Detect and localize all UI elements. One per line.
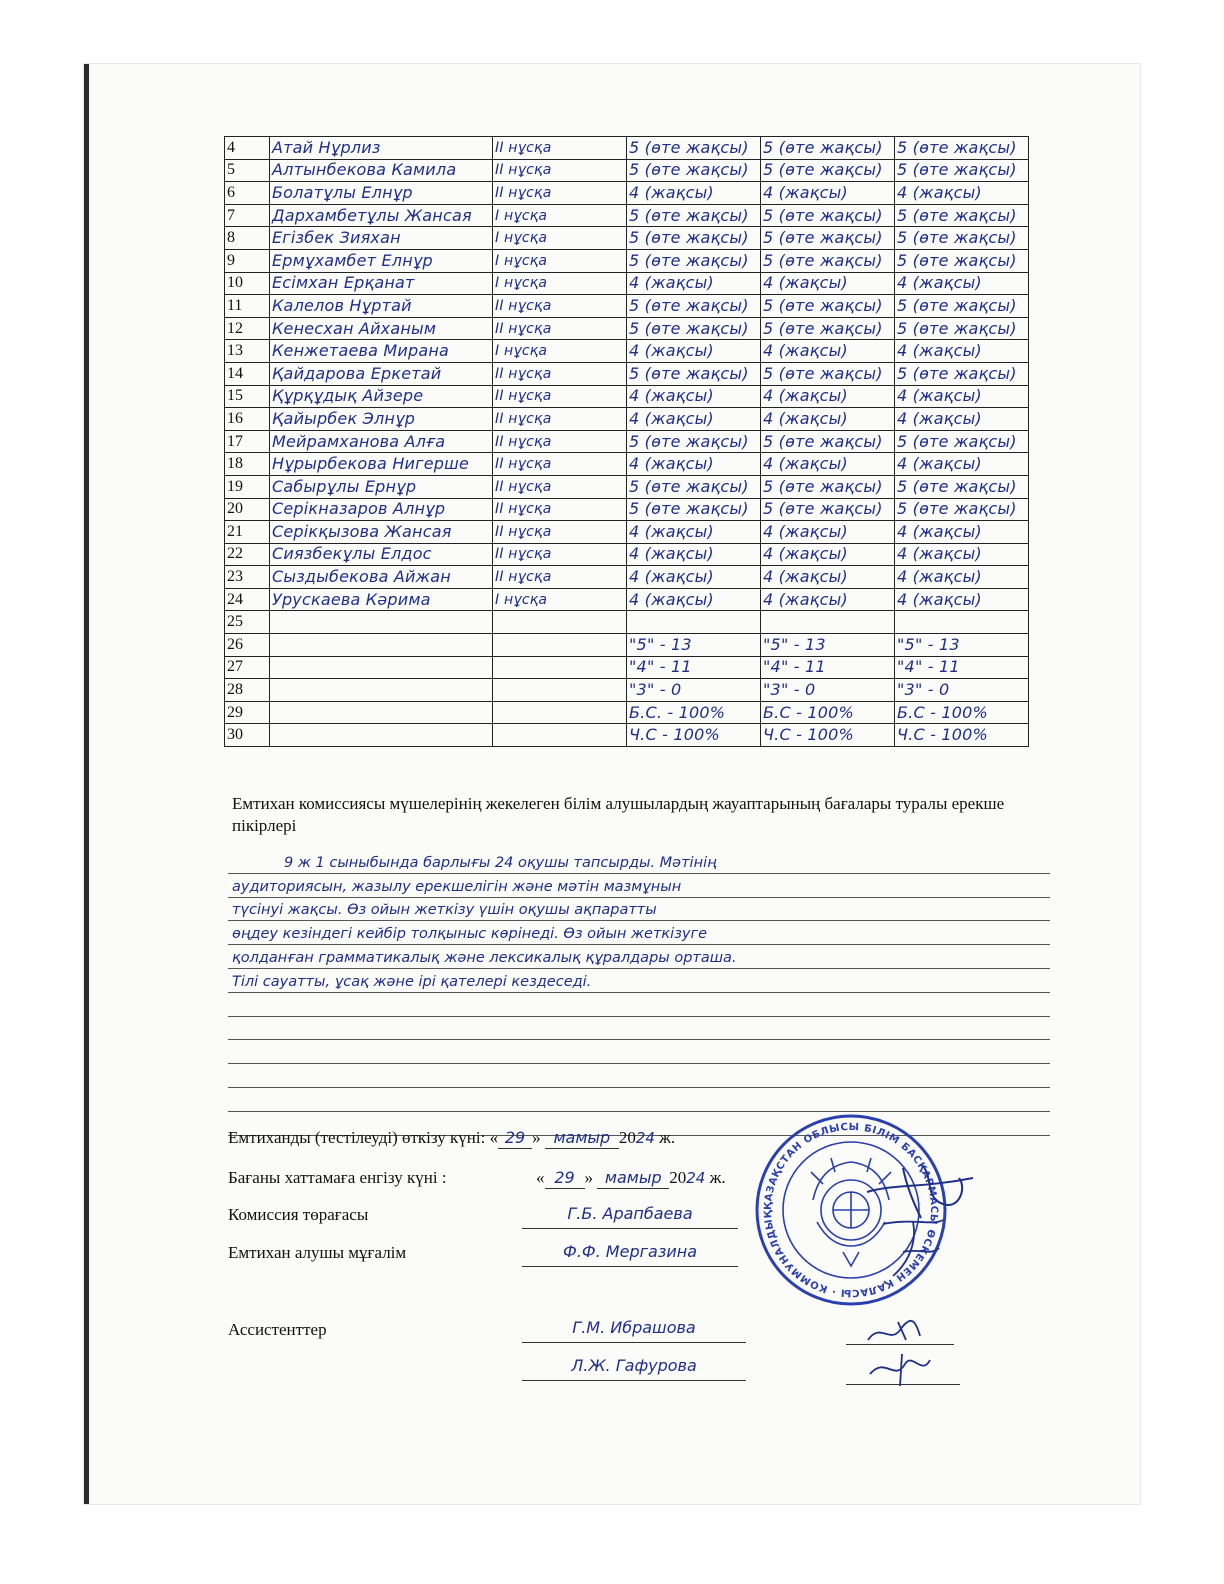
- grade-col-3: 5 (өте жақсы): [895, 137, 1029, 160]
- grade-col-1: 5 (өте жақсы): [627, 475, 761, 498]
- exam-date-year: 24: [635, 1129, 655, 1147]
- row-number: 14: [225, 362, 270, 385]
- grade-col-1: 5 (өте жақсы): [627, 498, 761, 521]
- student-name: Кенесхан Айханым: [270, 317, 493, 340]
- grade-col-2: 5 (өте жақсы): [761, 498, 895, 521]
- variant: II нұсқа: [493, 182, 627, 205]
- row-number: 29: [225, 701, 270, 724]
- grade-col-2: 4 (жақсы): [761, 272, 895, 295]
- table-row: [225, 656, 1029, 679]
- student-name: Егізбек Зияхан: [270, 227, 493, 250]
- grades-table: [224, 136, 1029, 747]
- grade-col-2: 4 (жақсы): [761, 521, 895, 544]
- student-name: [270, 656, 493, 679]
- teacher-signature-name: Ф.Ф. Мергазина: [563, 1242, 697, 1261]
- entry-date-year-prefix: 20: [669, 1168, 687, 1187]
- grade-col-1: 5 (өте жақсы): [627, 317, 761, 340]
- variant: II нұсқа: [493, 543, 627, 566]
- chair-signature-line: [522, 1204, 738, 1229]
- grade-col-3: 4 (жақсы): [895, 182, 1029, 205]
- row-number: 10: [225, 272, 270, 295]
- grade-col-3: 5 (өте жақсы): [895, 317, 1029, 340]
- grade-col-3: [895, 611, 1029, 634]
- row-number: 30: [225, 724, 270, 747]
- teacher-signature-icon: [873, 1212, 953, 1282]
- opinions-heading: Емтихан комиссиясы мүшелерінің жекелеген білім алушылардың жауаптарының бағалары туралы ерекше пікірлері: [232, 794, 1005, 835]
- grade-col-1: "5" - 13: [627, 634, 761, 657]
- grade-col-2: Ч.С - 100%: [761, 724, 895, 747]
- row-number: 13: [225, 340, 270, 363]
- exam-date-month: мамыр: [553, 1128, 611, 1147]
- grade-col-1: Ч.С - 100%: [627, 724, 761, 747]
- opinion-line: [228, 898, 1050, 922]
- grade-col-3: 5 (өте жақсы): [895, 159, 1029, 182]
- grades-table-body: [225, 137, 1029, 747]
- grade-col-3: 4 (жақсы): [895, 408, 1029, 431]
- student-name: [270, 724, 493, 747]
- variant: II нұсқа: [493, 408, 627, 431]
- grade-col-1: 5 (өте жақсы): [627, 430, 761, 453]
- assistant-1-signature-line: [522, 1318, 746, 1343]
- table-row: [225, 701, 1029, 724]
- grade-col-3: 4 (жақсы): [895, 521, 1029, 544]
- entry-date-year: 24: [686, 1169, 706, 1187]
- table-row: [225, 566, 1029, 589]
- opinion-line: [228, 1088, 1050, 1112]
- grade-col-1: 4 (жақсы): [627, 408, 761, 431]
- variant: II нұсқа: [493, 430, 627, 453]
- grade-col-3: 5 (өте жақсы): [895, 362, 1029, 385]
- variant: II нұсқа: [493, 317, 627, 340]
- row-number: 20: [225, 498, 270, 521]
- grade-col-1: 5 (өте жақсы): [627, 227, 761, 250]
- grade-col-3: 5 (өте жақсы): [895, 475, 1029, 498]
- grade-col-2: 4 (жақсы): [761, 385, 895, 408]
- grade-col-2: 4 (жақсы): [761, 340, 895, 363]
- grade-col-2: 5 (өте жақсы): [761, 137, 895, 160]
- assistant-2-name: Л.Ж. Гафурова: [571, 1356, 697, 1375]
- entry-date-row: [228, 1168, 447, 1188]
- teacher-signature-line: [522, 1242, 738, 1267]
- grade-col-3: 4 (жақсы): [895, 385, 1029, 408]
- grade-col-2: 4 (жақсы): [761, 408, 895, 431]
- student-name: Калелов Нұртай: [270, 295, 493, 318]
- grade-col-3: Ч.С - 100%: [895, 724, 1029, 747]
- student-name: Атай Нұрлиз: [270, 137, 493, 160]
- grade-col-1: 4 (жақсы): [627, 588, 761, 611]
- table-row: [225, 227, 1029, 250]
- student-name: Қайдарова Еркетай: [270, 362, 493, 385]
- variant: II нұсқа: [493, 362, 627, 385]
- opinion-lines: [228, 850, 1050, 1136]
- student-name: Алтынбекова Камила: [270, 159, 493, 182]
- row-number: 18: [225, 453, 270, 476]
- grade-col-1: "3" - 0: [627, 679, 761, 702]
- assistant-2-signature-line: [522, 1356, 746, 1381]
- student-name: Қайырбек Элнұр: [270, 408, 493, 431]
- variant: [493, 724, 627, 747]
- row-number: 21: [225, 521, 270, 544]
- exam-date-close-quote: »: [532, 1128, 541, 1147]
- entry-date-open-quote: «: [536, 1168, 545, 1187]
- row-number: 4: [225, 137, 270, 160]
- grade-col-2: 4 (жақсы): [761, 182, 895, 205]
- row-number: 27: [225, 656, 270, 679]
- student-name: [270, 679, 493, 702]
- table-row: [225, 430, 1029, 453]
- student-name: Сиязбекұлы Елдос: [270, 543, 493, 566]
- row-number: 9: [225, 249, 270, 272]
- variant: I нұсқа: [493, 227, 627, 250]
- table-row: [225, 204, 1029, 227]
- grade-col-1: 5 (өте жақсы): [627, 295, 761, 318]
- entry-date-label: Бағаны хаттамаға енгізу күні :: [228, 1168, 447, 1187]
- row-number: 17: [225, 430, 270, 453]
- row-number: 24: [225, 588, 270, 611]
- variant: I нұсқа: [493, 249, 627, 272]
- grade-col-1: 4 (жақсы): [627, 272, 761, 295]
- student-name: [270, 634, 493, 657]
- grade-col-2: 4 (жақсы): [761, 543, 895, 566]
- grade-col-1: 4 (жақсы): [627, 521, 761, 544]
- table-row: [225, 137, 1029, 160]
- entry-date-day: 29: [554, 1168, 575, 1187]
- grade-col-3: 4 (жақсы): [895, 566, 1029, 589]
- grade-col-1: 4 (жақсы): [627, 566, 761, 589]
- student-name: Серікназаров Алнұр: [270, 498, 493, 521]
- entry-date-close-quote: »: [584, 1168, 593, 1187]
- variant: [493, 679, 627, 702]
- grade-col-1: 5 (өте жақсы): [627, 249, 761, 272]
- table-row: [225, 362, 1029, 385]
- variant: II нұсқа: [493, 159, 627, 182]
- opinion-line: [228, 921, 1050, 945]
- table-row: [225, 498, 1029, 521]
- variant: II нұсқа: [493, 498, 627, 521]
- entry-date-suffix: ж.: [709, 1168, 726, 1187]
- opinion-line: [228, 1040, 1050, 1064]
- grade-col-3: 5 (өте жақсы): [895, 430, 1029, 453]
- assistants-label: Ассистенттер: [228, 1320, 327, 1339]
- table-row: [225, 475, 1029, 498]
- variant: [493, 701, 627, 724]
- table-row: [225, 182, 1029, 205]
- grade-col-3: 5 (өте жақсы): [895, 498, 1029, 521]
- grade-col-2: 5 (өте жақсы): [761, 159, 895, 182]
- grade-col-2: 5 (өте жақсы): [761, 227, 895, 250]
- grade-col-2: "5" - 13: [761, 634, 895, 657]
- opinion-line: [228, 945, 1050, 969]
- row-number: 5: [225, 159, 270, 182]
- grade-col-3: 4 (жақсы): [895, 588, 1029, 611]
- opinion-line-text: Тілі сауатты, ұсақ және ірі қателері кездеседі.: [232, 973, 592, 990]
- row-number: 22: [225, 543, 270, 566]
- row-number: 23: [225, 566, 270, 589]
- table-row: [225, 588, 1029, 611]
- grade-col-1: 4 (жақсы): [627, 182, 761, 205]
- grade-col-2: 5 (өте жақсы): [761, 204, 895, 227]
- variant: II нұсқа: [493, 521, 627, 544]
- opinion-line: [228, 1064, 1050, 1088]
- variant: II нұсқа: [493, 475, 627, 498]
- variant: II нұсқа: [493, 453, 627, 476]
- page-edge-shadow: [84, 64, 89, 1504]
- grade-col-1: 5 (өте жақсы): [627, 362, 761, 385]
- grade-col-2: 5 (өте жақсы): [761, 295, 895, 318]
- table-row: [225, 159, 1029, 182]
- chair-signature-name: Г.Б. Арапбаева: [567, 1204, 693, 1223]
- grade-col-1: 5 (өте жақсы): [627, 159, 761, 182]
- grade-col-2: 5 (өте жақсы): [761, 362, 895, 385]
- grade-col-2: 5 (өте жақсы): [761, 430, 895, 453]
- entry-date-value: [536, 1168, 726, 1189]
- grade-col-1: [627, 611, 761, 634]
- grade-col-1: "4" - 11: [627, 656, 761, 679]
- grade-col-2: "3" - 0: [761, 679, 895, 702]
- variant: I нұсқа: [493, 204, 627, 227]
- row-number: 15: [225, 385, 270, 408]
- variant: II нұсқа: [493, 295, 627, 318]
- table-row: [225, 408, 1029, 431]
- opinion-line-text: түсінуі жақсы. Өз ойын жеткізу үшін оқушы ақпаратты: [232, 902, 657, 919]
- row-number: 7: [225, 204, 270, 227]
- table-row: [225, 724, 1029, 747]
- grade-col-1: 5 (өте жақсы): [627, 204, 761, 227]
- official-stamp: [753, 1112, 949, 1308]
- exam-date-label: Емтиханды (тестілеуді) өткізу күні:: [228, 1128, 486, 1147]
- grade-col-3: "5" - 13: [895, 634, 1029, 657]
- grade-col-2: 4 (жақсы): [761, 453, 895, 476]
- grade-col-3: 5 (өте жақсы): [895, 227, 1029, 250]
- grade-col-3: 5 (өте жақсы): [895, 295, 1029, 318]
- grade-col-1: 4 (жақсы): [627, 453, 761, 476]
- exam-date-row: [228, 1128, 675, 1149]
- table-row: [225, 385, 1029, 408]
- grade-col-3: 5 (өте жақсы): [895, 204, 1029, 227]
- grade-col-1: 4 (жақсы): [627, 543, 761, 566]
- grade-col-1: 4 (жақсы): [627, 385, 761, 408]
- grade-col-3: 5 (өте жақсы): [895, 249, 1029, 272]
- student-name: Ермұхамбет Елнұр: [270, 249, 493, 272]
- chair-label: Комиссия төрағасы: [228, 1205, 369, 1224]
- table-row: [225, 272, 1029, 295]
- table-row: [225, 634, 1029, 657]
- grade-col-3: 4 (жақсы): [895, 453, 1029, 476]
- grade-col-3: 4 (жақсы): [895, 543, 1029, 566]
- variant: II нұсқа: [493, 385, 627, 408]
- grade-col-3: 4 (жақсы): [895, 340, 1029, 363]
- grade-col-3: "4" - 11: [895, 656, 1029, 679]
- student-name: Құрқұдық Айзере: [270, 385, 493, 408]
- opinion-line: [228, 993, 1050, 1017]
- opinion-line: [228, 969, 1050, 993]
- student-name: Есімхан Ерқанат: [270, 272, 493, 295]
- assistant-2-signature-icon: [860, 1346, 940, 1388]
- row-number: 16: [225, 408, 270, 431]
- student-name: Мейрамханова Алға: [270, 430, 493, 453]
- table-row: [225, 249, 1029, 272]
- stamp-text: ҚАЗАҚСТАН ОБЛЫСЫ БІЛІМ БАСҚАРМАСЫ ӨСКЕМЕН ҚАЛАСЫ · КОММУНАЛДЫҚ: [762, 1121, 940, 1299]
- grade-col-2: [761, 611, 895, 634]
- row-number: 28: [225, 679, 270, 702]
- variant: [493, 611, 627, 634]
- table-row: [225, 340, 1029, 363]
- variant: II нұсқа: [493, 566, 627, 589]
- exam-date-open-quote: «: [489, 1128, 499, 1147]
- opinion-line: [228, 850, 1050, 874]
- student-name: Урускаева Кәрима: [270, 588, 493, 611]
- row-number: 8: [225, 227, 270, 250]
- opinion-line-text: өңдеу кезіндегі кейбір толқыныс көрінеді. Өз ойын жеткізуге: [232, 926, 708, 943]
- row-number: 11: [225, 295, 270, 318]
- variant: II нұсқа: [493, 137, 627, 160]
- assistant-1-name: Г.М. Ибрашова: [572, 1318, 696, 1337]
- student-name: [270, 701, 493, 724]
- opinion-line-text: аудиториясын, жазылу ерекшелігін және мәтін мазмұнын: [232, 878, 682, 895]
- student-name: [270, 611, 493, 634]
- student-name: Болатұлы Елнұр: [270, 182, 493, 205]
- grade-col-2: 4 (жақсы): [761, 566, 895, 589]
- student-name: Сыздыбекова Айжан: [270, 566, 493, 589]
- grade-col-3: 4 (жақсы): [895, 272, 1029, 295]
- opinion-line: [228, 1017, 1050, 1041]
- row-number: 12: [225, 317, 270, 340]
- exam-date-suffix: ж.: [659, 1128, 676, 1147]
- grade-col-3: Б.С - 100%: [895, 701, 1029, 724]
- table-row: [225, 611, 1029, 634]
- teacher-label: Емтихан алушы мұғалім: [228, 1243, 407, 1262]
- assistant-1-signature-icon: [860, 1310, 940, 1350]
- grade-col-1: 5 (өте жақсы): [627, 137, 761, 160]
- student-name: Сабырұлы Ернұр: [270, 475, 493, 498]
- entry-date-month: мамыр: [604, 1168, 662, 1187]
- grade-col-1: 4 (жақсы): [627, 340, 761, 363]
- table-row: [225, 317, 1029, 340]
- student-name: Серікқызова Жансая: [270, 521, 493, 544]
- grade-col-2: 5 (өте жақсы): [761, 317, 895, 340]
- exam-date-day: 29: [504, 1128, 526, 1147]
- variant: I нұсқа: [493, 340, 627, 363]
- student-name: Нұрырбекова Нигерше: [270, 453, 493, 476]
- student-name: Кенжетаева Мирана: [270, 340, 493, 363]
- table-row: [225, 521, 1029, 544]
- table-row: [225, 453, 1029, 476]
- grade-col-1: Б.С. - 100%: [627, 701, 761, 724]
- variant: [493, 634, 627, 657]
- grade-col-2: Б.С - 100%: [761, 701, 895, 724]
- student-name: Дархамбетұлы Жансая: [270, 204, 493, 227]
- row-number: 25: [225, 611, 270, 634]
- variant: I нұсқа: [493, 272, 627, 295]
- grade-col-3: "3" - 0: [895, 679, 1029, 702]
- opinion-line-text: 9 ж 1 сыныбында барлығы 24 оқушы тапсырды. Мәтінің: [284, 854, 717, 871]
- table-row: [225, 543, 1029, 566]
- grade-col-2: 5 (өте жақсы): [761, 249, 895, 272]
- row-number: 6: [225, 182, 270, 205]
- variant: I нұсқа: [493, 588, 627, 611]
- grade-col-2: 5 (өте жақсы): [761, 475, 895, 498]
- grade-col-2: "4" - 11: [761, 656, 895, 679]
- exam-date-year-prefix: 20: [618, 1128, 636, 1147]
- opinion-line: [228, 874, 1050, 898]
- variant: [493, 656, 627, 679]
- grade-col-2: 4 (жақсы): [761, 588, 895, 611]
- row-number: 19: [225, 475, 270, 498]
- row-number: 26: [225, 634, 270, 657]
- table-row: [225, 295, 1029, 318]
- table-row: [225, 679, 1029, 702]
- opinion-line-text: қолданған грамматикалық және лексикалық құралдары орташа.: [232, 949, 737, 966]
